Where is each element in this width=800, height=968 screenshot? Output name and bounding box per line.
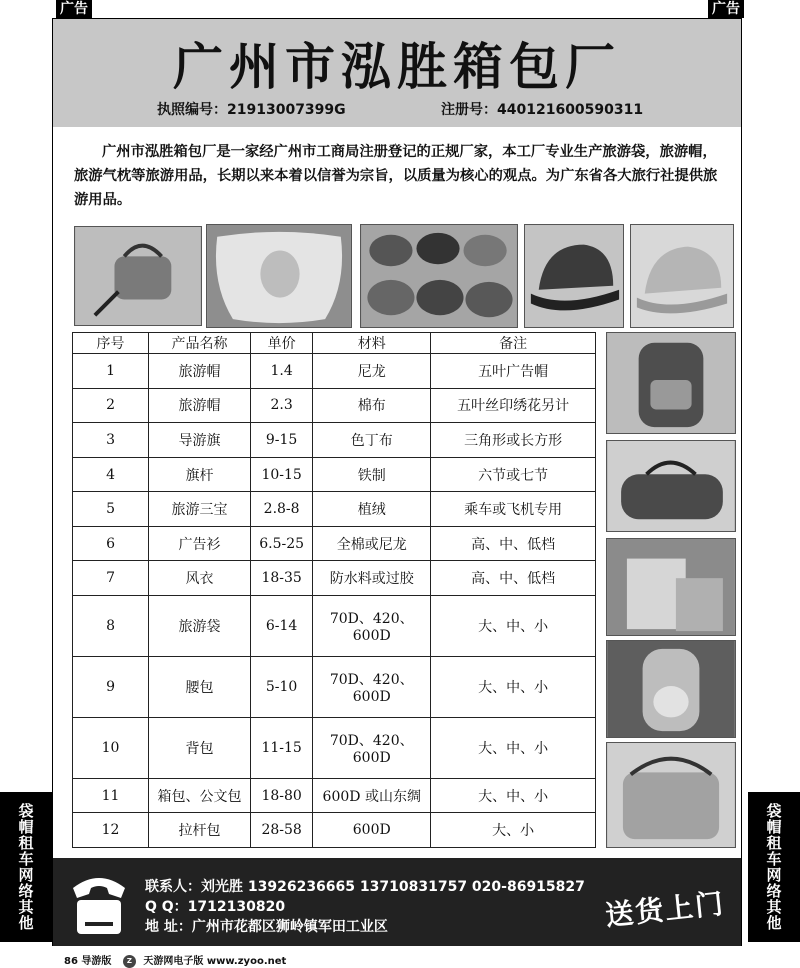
shoulder-bag-photo: [606, 742, 736, 848]
cell-product: 拉杆包: [149, 813, 251, 848]
section-label: 导游版: [81, 956, 112, 967]
cell-price: 18-80: [250, 778, 312, 813]
side-category-tab-left: 袋帽租车网络其他: [0, 792, 52, 942]
cell-no: 1: [73, 354, 149, 389]
backpack-icon: [607, 333, 735, 433]
price-table: [72, 332, 596, 848]
cell-material: 70D、420、600D: [313, 596, 431, 657]
column-header-note: 备注: [431, 333, 596, 354]
column-header-no: 序号: [73, 333, 149, 354]
cap-icon: [525, 225, 623, 327]
cell-note: 高、中、低档: [431, 526, 596, 561]
cell-product: 旗杆: [149, 457, 251, 492]
table-row: [73, 561, 596, 596]
cell-price: 6-14: [250, 596, 312, 657]
company-title: 广州市泓胜箱包厂: [173, 38, 621, 96]
cell-product: 旅游帽: [149, 354, 251, 389]
table-row: [73, 423, 596, 458]
cell-material: 防水料或过胶: [313, 561, 431, 596]
cell-no: 11: [73, 778, 149, 813]
school-backpack-photo: [606, 640, 736, 738]
table-row: [73, 526, 596, 561]
cell-material: 尼龙: [313, 354, 431, 389]
cell-no: 8: [73, 596, 149, 657]
table-row: [73, 778, 596, 813]
ad-corner-tag-left: 广告: [56, 0, 92, 18]
site-logo-icon: Z: [123, 955, 136, 968]
contact-address: 地 址：广州市花都区狮岭镇军田工业区: [145, 919, 388, 935]
hats-icon: [361, 225, 517, 327]
cell-product: 背包: [149, 717, 251, 778]
cell-note: 乘车或飞机专用: [431, 492, 596, 527]
cell-price: 2.3: [250, 388, 312, 423]
cell-price: 28-58: [250, 813, 312, 848]
cell-product: 腰包: [149, 656, 251, 717]
contact-qq: Q Q：1712130820: [145, 899, 286, 915]
cell-no: 3: [73, 423, 149, 458]
company-intro: 广州市泓胜箱包厂是一家经广州市工商局注册登记的正规厂家，本工厂专业生产旅游袋，旅游帽，旅游气枕等旅游用品，长期以来本着以信誉为宗旨，以质量为核心的观点。为广东省各大旅行社提供旅游用品。: [74, 144, 718, 208]
page-number: 86: [64, 956, 78, 967]
cell-note: 六节或七节: [431, 457, 596, 492]
cell-no: 10: [73, 717, 149, 778]
cap-light-photo: [630, 224, 734, 328]
cell-product: 广告衫: [149, 526, 251, 561]
duffel-bag-icon: [607, 441, 735, 531]
table-row: [73, 457, 596, 492]
cell-material: 70D、420、600D: [313, 656, 431, 717]
cell-price: 5-10: [250, 656, 312, 717]
bucket-hats-photo: [360, 224, 518, 328]
cell-note: 大、中、小: [431, 717, 596, 778]
cell-material: 植绒: [313, 492, 431, 527]
cell-no: 2: [73, 388, 149, 423]
contact-person-phones: 联系人：刘光胜 13926236665 13710831757 020-86915827: [145, 879, 585, 895]
backpack-photo: [606, 332, 736, 434]
telephone-icon: [67, 866, 131, 938]
cell-material: 棉布: [313, 388, 431, 423]
cell-note: 大、中、小: [431, 656, 596, 717]
cell-no: 9: [73, 656, 149, 717]
table-row: [73, 492, 596, 527]
tote-bag-photo: [606, 538, 736, 636]
shoulder-bag-icon: [607, 743, 735, 847]
cell-material: 600D 或山东绸: [313, 778, 431, 813]
cell-price: 1.4: [250, 354, 312, 389]
cell-material: 600D: [313, 813, 431, 848]
cell-price: 9-15: [250, 423, 312, 458]
cap-dark-photo: [524, 224, 624, 328]
cell-note: 大、小: [431, 813, 596, 848]
cell-product: 旅游袋: [149, 596, 251, 657]
cell-no: 12: [73, 813, 149, 848]
registration-number: 注册号：440121600590311: [441, 102, 644, 118]
cell-product: 导游旗: [149, 423, 251, 458]
rolling-bag-icon: [75, 227, 201, 325]
cell-note: 大、中、小: [431, 596, 596, 657]
table-row: [73, 813, 596, 848]
cell-price: 6.5-25: [250, 526, 312, 561]
cell-note: 五叶丝印绣花另计: [431, 388, 596, 423]
cell-price: 11-15: [250, 717, 312, 778]
table-row: [73, 656, 596, 717]
cell-no: 4: [73, 457, 149, 492]
cell-no: 7: [73, 561, 149, 596]
duffel-bag-photo: [606, 440, 736, 532]
cell-no: 5: [73, 492, 149, 527]
cell-material: 色丁布: [313, 423, 431, 458]
travel-pillow-photo: [206, 224, 352, 328]
cell-no: 6: [73, 526, 149, 561]
pillow-icon: [207, 225, 351, 327]
cell-material: 铁制: [313, 457, 431, 492]
cell-product: 旅游三宝: [149, 492, 251, 527]
site-name: 天游网电子版: [143, 956, 204, 967]
cell-note: 大、中、小: [431, 778, 596, 813]
site-url[interactable]: www.zyoo.net: [206, 956, 287, 967]
rolling-bag-photo: [74, 226, 202, 326]
table-header-row: [73, 333, 596, 354]
table-row: [73, 354, 596, 389]
page-footer: [64, 952, 286, 968]
table-row: [73, 388, 596, 423]
backpack-icon: [607, 641, 735, 737]
tote-bag-icon: [607, 539, 735, 635]
column-header-material: 材料: [313, 333, 431, 354]
cell-note: 高、中、低档: [431, 561, 596, 596]
cell-note: 三角形或长方形: [431, 423, 596, 458]
header-banner: [53, 19, 741, 127]
column-header-price: 单价: [250, 333, 312, 354]
cell-product: 风衣: [149, 561, 251, 596]
side-category-tab-right: 袋帽租车网络其他: [748, 792, 800, 942]
cell-price: 10-15: [250, 457, 312, 492]
table-row: [73, 596, 596, 657]
delivery-slogan: 送货上门: [603, 886, 727, 933]
column-header-product: 产品名称: [149, 333, 251, 354]
cap-icon: [631, 225, 733, 327]
cell-price: 18-35: [250, 561, 312, 596]
cell-material: 70D、420、600D: [313, 717, 431, 778]
ad-corner-tag-right: 广告: [708, 0, 744, 18]
contact-bar: [53, 858, 741, 946]
cell-product: 箱包、公文包: [149, 778, 251, 813]
cell-note: 五叶广告帽: [431, 354, 596, 389]
cell-material: 全棉或尼龙: [313, 526, 431, 561]
cell-product: 旅游帽: [149, 388, 251, 423]
table-row: [73, 717, 596, 778]
cell-price: 2.8-8: [250, 492, 312, 527]
license-number: 执照编号：21913007399G: [157, 102, 346, 118]
